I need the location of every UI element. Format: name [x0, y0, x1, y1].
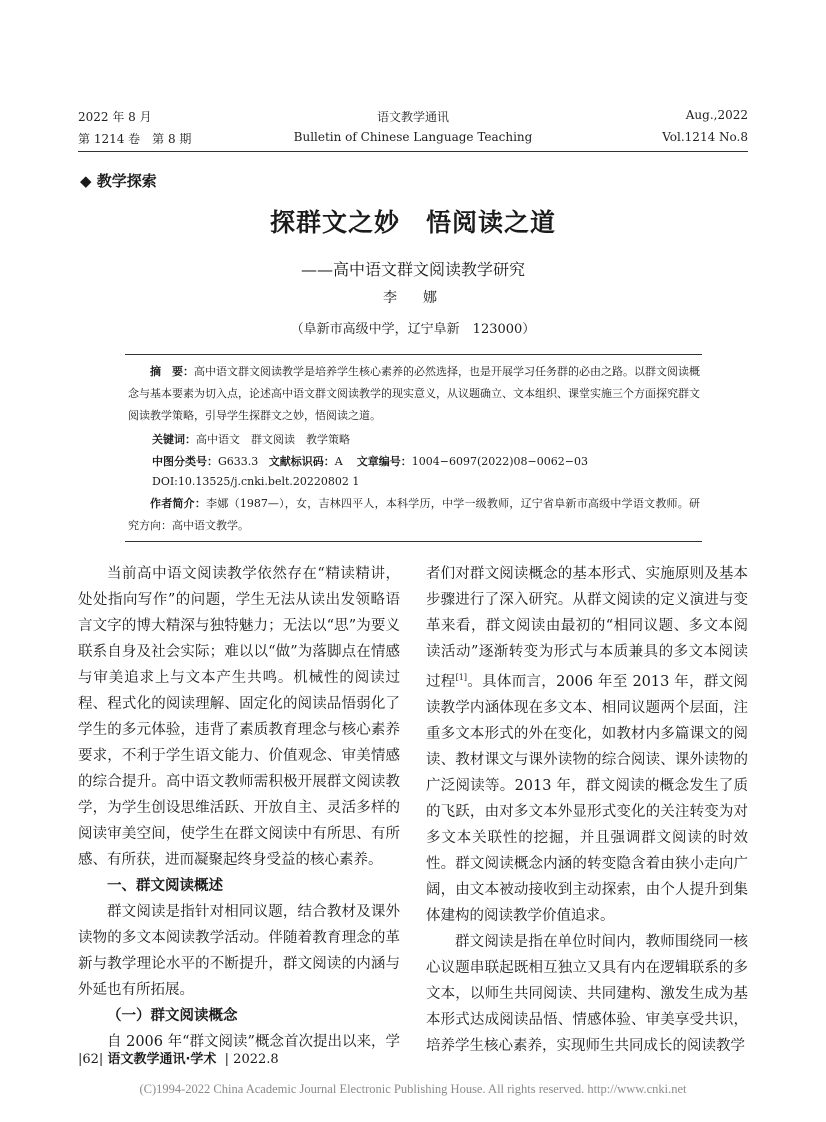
author-bio-label: 作者简介：: [150, 497, 207, 510]
body-paragraph: [426, 929, 748, 1059]
paragraph-text: 一、群文阅读概述: [107, 878, 223, 894]
section-tag: ◆ 教学探索: [80, 172, 157, 190]
page-footer: [78, 1048, 279, 1067]
keywords-text: 高中语文 群文阅读 教学策略: [196, 433, 350, 446]
page-number: |62|: [78, 1052, 104, 1067]
paragraph-text: 者们对群文阅读概念的基本形式、实施原则及基本步骤进行了深入研究。从群文阅读的定义演进与变革来看，群文阅读由最初的“相同议题、多文本阅读活动”逐渐转变为形式与本质兼具的多文本阅读过程: [426, 566, 748, 690]
footer-issue: | 2022.8: [224, 1052, 279, 1067]
author-name: 李 娜: [383, 290, 443, 306]
clc-value: G633.3: [218, 455, 259, 468]
abstract-bottom-rule: [125, 541, 702, 542]
paragraph-text: 自 2006 年“群文阅读”概念首次提出以来，学: [107, 1034, 400, 1050]
author-affiliation: （阜新市高级中学，辽宁阜新 123000）: [290, 322, 536, 337]
section-heading: [78, 1003, 400, 1029]
paragraph-text: 群文阅读是指在单位时间内，教师围绕同一核心议题串联起既相互独立又具有内在逻辑联系的多文本，以师生共同阅读、共同建构、激发生成为基本形式达成阅读品悟、情感体验、审美享受共识，培养学生核心素养，实现师生共同成长的阅读教学: [426, 933, 748, 1054]
header-rule: [78, 151, 748, 152]
abstract-top-rule: [125, 354, 702, 355]
doc-code-value: A: [334, 455, 343, 468]
body-paragraph: [426, 561, 748, 929]
header-date-cn: 2022 年 8 月: [78, 110, 152, 124]
paragraph-text: 。具体而言，2006 年至 2013 年，群文阅读教学内涵体现在多文本、相同议题两个层面，注重多文本形式的外在变化，如教材内多篇课文的阅读、教材课文与课外读物的综合阅读、课外读物的广泛阅读等。2013 年，群文阅读的概念发生了质的飞跃，由对多文本外显形式变化的关注转变为对多文本关联性的挖掘，并且强调群文阅读的时效性。群文阅读概念内涵的转变隐含着由狭小走向广阔，由文本被动接收到主动探索，由个人提升到集体建构的阅读教学价值追求。: [426, 673, 749, 924]
keywords: [152, 431, 350, 447]
body-left-column: [78, 561, 400, 1055]
citation-marker: [1]: [455, 673, 467, 682]
copyright-notice: (C)1994-2022 China Academic Journal Electronic Publishing House. All rights reserved. http://www.cnki.net: [139, 1082, 687, 1096]
keywords-label: 关键词：: [152, 433, 196, 446]
header-issue-cn: 第 1214 卷 第 8 期: [78, 132, 192, 146]
abstract: [128, 361, 700, 427]
doc-code-label: 文献标识码：: [268, 455, 335, 468]
article-number-label: 文章编号：: [356, 455, 412, 468]
author-bio: [128, 493, 700, 537]
header-journal-en: Bulletin of Chinese Language Teaching: [293, 130, 533, 144]
paragraph-text: （一）群文阅读概念: [107, 1008, 238, 1024]
paragraph-text: 群文阅读是指针对相同议题，结合教材及课外读物的多文本阅读教学活动。伴随着教育理念的革新与教学理论水平的不断提升，群文阅读的内涵与外延也有所拓展。: [78, 904, 400, 998]
abstract-text: 高中语文群文阅读教学是培养学生核心素养的必然选择，也是开展学习任务群的必由之路。以群文阅读概念与基本要素为切入点，论述高中语文群文阅读教学的现实意义，从议题确立、文本组织、课堂实施三个方面探究群文阅读教学策略，引导学生探群文之妙，悟阅读之道。: [128, 365, 700, 422]
classification-line: [152, 453, 588, 469]
body-paragraph: [78, 561, 400, 873]
footer-journal: 语文教学通讯·学术: [107, 1052, 217, 1067]
doi: DOI:10.13525/j.cnki.belt.20220802 1: [152, 475, 360, 488]
body-paragraph: [78, 899, 400, 1003]
header-journal-cn: 语文教学通讯: [376, 110, 449, 124]
section-heading: [78, 873, 400, 899]
paragraph-text: 当前高中语文阅读教学依然存在“精读精讲，处处指向写作”的问题，学生无法从读出发领略语言文字的博大精深与独特魅力；无法以“思”为要义联系自身及社会实际；难以以“做”为落脚点在情感与审美追求上与文本产生共鸣。机械性的阅读过程、程式化的阅读理解、固定化的阅读品悟弱化了学生的多元体验，违背了素质教育理念与核心素养要求，不利于学生语文能力、价值观念、审美情感的综合提升。高中语文教师需积极开展群文阅读教学，为学生创设思维活跃、开放自主、灵活多样的阅读审美空间，使学生在群文阅读中有所思、有所感、有所获，进而凝聚起终身受益的核心素养。: [78, 566, 400, 868]
clc-label: 中图分类号：: [152, 455, 218, 468]
article-subtitle: ——高中语文群文阅读教学研究: [300, 260, 525, 279]
header-date-en: Aug.,2022: [685, 108, 748, 122]
body-right-column: [426, 561, 748, 1059]
article-number-value: 1004−6097(2022)08−0062−03: [411, 455, 588, 468]
header-issue-en: Vol.1214 No.8: [662, 130, 748, 144]
abstract-label: 摘 要：: [150, 365, 194, 378]
author-bio-text: 李娜（1987—），女，吉林四平人，本科学历，中学一级教师，辽宁省阜新市高级中学语文教师。研究方向：高中语文教学。: [128, 497, 701, 532]
article-title: 探群文之妙 悟阅读之道: [269, 208, 556, 237]
